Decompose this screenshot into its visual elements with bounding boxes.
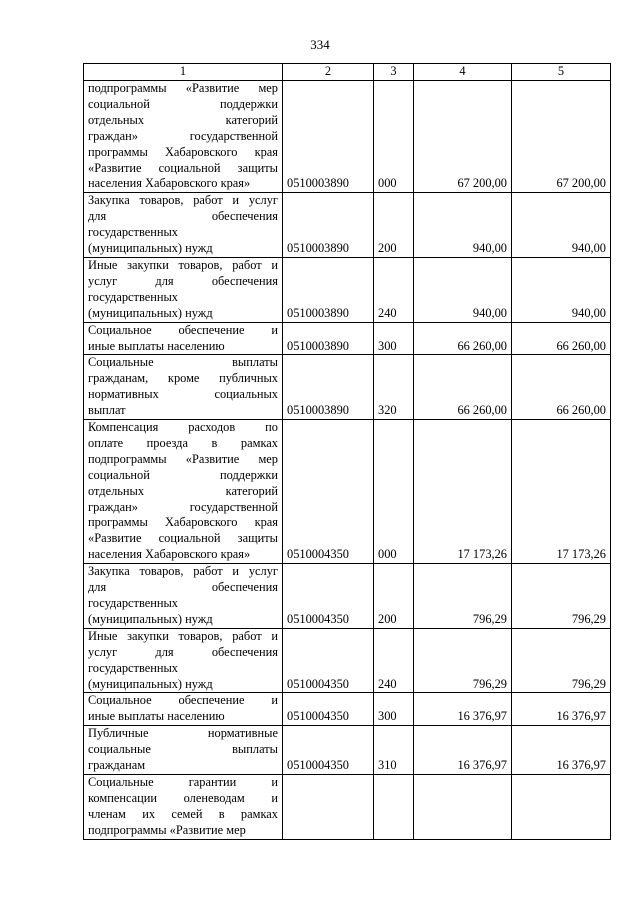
description-line: нормативных социальных — [88, 387, 278, 402]
row-target-code — [283, 774, 374, 839]
description-line: «Развитие социальной защиты — [88, 160, 278, 175]
description-line: Иные закупки товаров, работ и — [88, 628, 278, 643]
row-expense-type: 300 — [374, 322, 414, 355]
column-header-3: 3 — [374, 64, 414, 81]
table-row — [84, 193, 611, 258]
description-line: государственных — [88, 289, 179, 304]
row-amount-1: 940,00 — [414, 257, 512, 322]
column-header-5: 5 — [512, 64, 611, 81]
description-line: программы Хабаровского края — [88, 515, 278, 530]
description-line: подпрограммы «Развитие мер — [88, 822, 246, 837]
row-description — [84, 726, 283, 775]
row-amount-1: 796,29 — [414, 564, 512, 629]
row-amount-2: 17 173,26 — [512, 420, 611, 564]
description-line: социальные выплаты — [88, 742, 278, 757]
column-header-1: 1 — [84, 64, 283, 81]
row-target-code: 0510004350 — [283, 726, 374, 775]
description-line: граждан» государственной — [88, 128, 278, 143]
description-line: гражданам — [88, 758, 146, 773]
row-target-code: 0510003890 — [283, 193, 374, 258]
description-line: Социальные выплаты — [88, 355, 278, 370]
description-line: Компенсация расходов по — [88, 420, 278, 435]
row-description — [84, 420, 283, 564]
table-row — [84, 322, 611, 355]
table-row — [84, 355, 611, 420]
description-line: членам их семей в рамках — [88, 806, 278, 821]
table-row — [84, 81, 611, 193]
row-description — [84, 693, 283, 726]
row-amount-2: 66 260,00 — [512, 322, 611, 355]
row-target-code: 0510003890 — [283, 355, 374, 420]
description-line: Закупка товаров, работ и услуг — [88, 193, 278, 208]
row-target-code: 0510003890 — [283, 81, 374, 193]
table-row — [84, 726, 611, 775]
row-target-code: 0510004350 — [283, 420, 374, 564]
description-line: гражданам, кроме публичных — [88, 371, 278, 386]
budget-table — [83, 63, 611, 840]
description-line: отдельных категорий — [88, 483, 278, 498]
description-line: компенсации оленеводам и — [88, 790, 278, 805]
description-line: государственных — [88, 660, 179, 675]
row-amount-2: 66 260,00 — [512, 355, 611, 420]
table-header-row — [84, 64, 611, 81]
row-description — [84, 355, 283, 420]
description-line: (муниципальных) нужд — [88, 241, 213, 256]
row-expense-type: 000 — [374, 420, 414, 564]
row-amount-2: 16 376,97 — [512, 693, 611, 726]
description-line: отдельных категорий — [88, 112, 278, 127]
column-header-2: 2 — [283, 64, 374, 81]
description-line: оплате проезда в рамках — [88, 435, 278, 450]
row-description — [84, 564, 283, 629]
description-line: населения Хабаровского края» — [88, 547, 251, 562]
description-line: (муниципальных) нужд — [88, 305, 213, 320]
table-row — [84, 774, 611, 839]
description-line: населения Хабаровского края» — [88, 176, 251, 191]
column-header-4: 4 — [414, 64, 512, 81]
description-line: «Развитие социальной защиты — [88, 531, 278, 546]
description-line: Публичные нормативные — [88, 726, 278, 741]
row-amount-2: 940,00 — [512, 193, 611, 258]
row-expense-type: 320 — [374, 355, 414, 420]
row-amount-1: 17 173,26 — [414, 420, 512, 564]
row-expense-type: 300 — [374, 693, 414, 726]
description-line: для обеспечения — [88, 580, 278, 595]
description-line: Социальное обеспечение и — [88, 322, 278, 337]
description-line: подпрограммы «Развитие мер — [88, 81, 278, 95]
row-description — [84, 774, 283, 839]
row-target-code: 0510004350 — [283, 564, 374, 629]
description-line: государственных — [88, 596, 179, 610]
row-expense-type: 200 — [374, 193, 414, 258]
row-amount-2: 796,29 — [512, 628, 611, 693]
row-amount-2: 940,00 — [512, 257, 611, 322]
row-amount-1: 940,00 — [414, 193, 512, 258]
row-target-code: 0510003890 — [283, 322, 374, 355]
row-amount-2: 16 376,97 — [512, 726, 611, 775]
row-description — [84, 257, 283, 322]
row-amount-1 — [414, 774, 512, 839]
row-amount-2: 796,29 — [512, 564, 611, 629]
row-amount-1: 16 376,97 — [414, 693, 512, 726]
row-expense-type: 240 — [374, 257, 414, 322]
table-row — [84, 257, 611, 322]
table-body — [84, 81, 611, 840]
row-amount-1: 16 376,97 — [414, 726, 512, 775]
row-amount-1: 67 200,00 — [414, 81, 512, 193]
row-description — [84, 193, 283, 258]
row-expense-type — [374, 774, 414, 839]
row-target-code: 0510004350 — [283, 693, 374, 726]
description-line: для обеспечения — [88, 209, 278, 224]
table-row — [84, 628, 611, 693]
table-row — [84, 693, 611, 726]
table-row — [84, 564, 611, 629]
description-line: Закупка товаров, работ и услуг — [88, 564, 278, 579]
description-line: социальной поддержки — [88, 467, 278, 482]
description-line: социальной поддержки — [88, 96, 278, 111]
row-amount-2 — [512, 774, 611, 839]
description-line: Социальное обеспечение и — [88, 693, 278, 708]
row-amount-1: 796,29 — [414, 628, 512, 693]
row-expense-type: 000 — [374, 81, 414, 193]
row-amount-1: 66 260,00 — [414, 355, 512, 420]
description-line: выплат — [88, 403, 126, 418]
row-description — [84, 81, 283, 193]
row-description — [84, 628, 283, 693]
description-line: государственных — [88, 225, 179, 240]
table-row — [84, 420, 611, 564]
row-expense-type: 310 — [374, 726, 414, 775]
row-expense-type: 240 — [374, 628, 414, 693]
description-line: Иные закупки товаров, работ и — [88, 257, 278, 272]
row-amount-2: 67 200,00 — [512, 81, 611, 193]
description-line: подпрограммы «Развитие мер — [88, 451, 278, 466]
description-line: иные выплаты населению — [88, 709, 225, 724]
description-line: услуг для обеспечения — [88, 273, 278, 288]
description-line: (муниципальных) нужд — [88, 676, 213, 691]
row-description — [84, 322, 283, 355]
row-amount-1: 66 260,00 — [414, 322, 512, 355]
description-line: Социальные гарантии и — [88, 774, 278, 789]
description-line: программы Хабаровского края — [88, 144, 278, 159]
description-line: граждан» государственной — [88, 499, 278, 514]
description-line: иные выплаты населению — [88, 338, 225, 353]
row-target-code: 0510004350 — [283, 628, 374, 693]
row-target-code: 0510003890 — [283, 257, 374, 322]
row-expense-type: 200 — [374, 564, 414, 629]
description-line: услуг для обеспечения — [88, 644, 278, 659]
page-number: 334 — [310, 37, 330, 52]
description-line: (муниципальных) нужд — [88, 611, 213, 626]
